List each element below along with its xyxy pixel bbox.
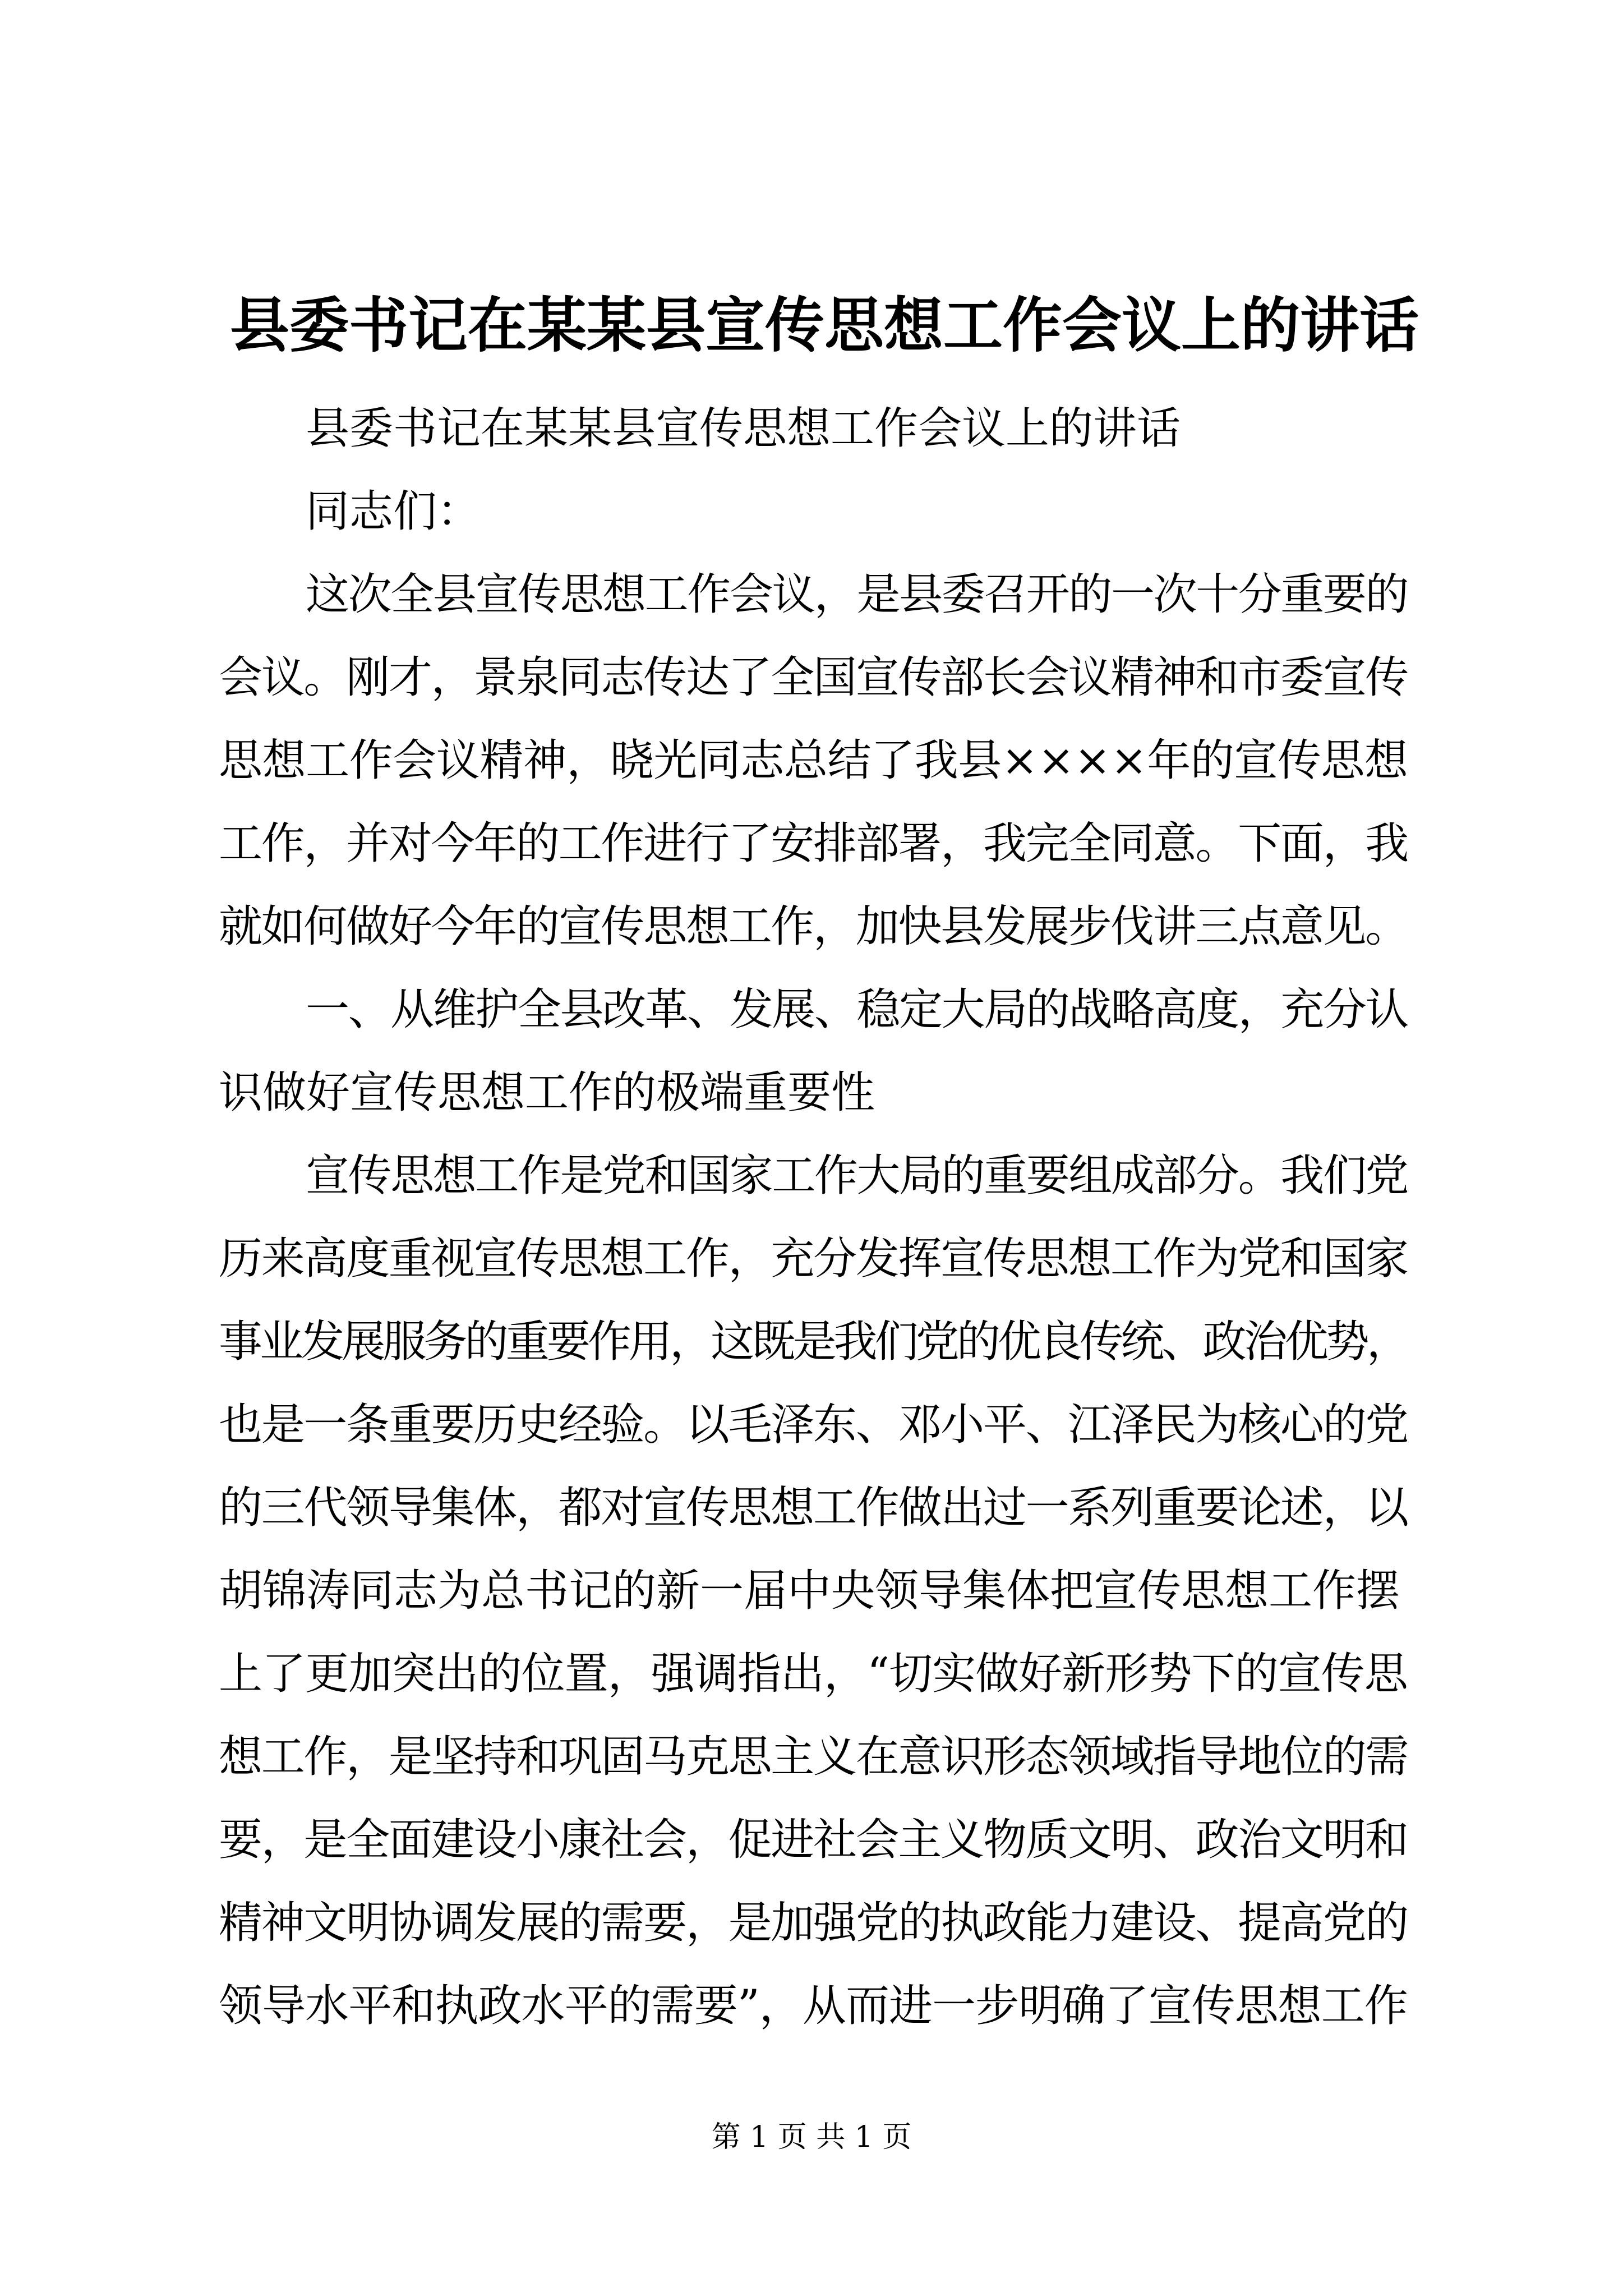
text-line: 工作，并对今年的工作进行了安排部署，我完全同意。下面，我 [219,818,1408,869]
text-line: 要，是全面建设小康社会，促进社会主义物质文明、政治文明和 [219,1815,1408,1865]
text-line: 领导水平和执政水平的需要”，从而进一步明确了宣传思想工作 [219,1981,1408,2031]
page-footer: 第 1 页 共 1 页 [711,2120,912,2154]
text-line: 也是一条重要历史经验。以毛泽东、邓小平、江泽民为核心的党 [219,1400,1408,1450]
text-line: 历来高度重视宣传思想工作，充分发挥宣传思想工作为党和国家 [219,1234,1408,1284]
document-title: 县委书记在某某县宣传思想工作会议上的讲话 [230,290,1419,360]
text-line: 胡锦涛同志为总书记的新一届中央领导集体把宣传思想工作摆 [219,1566,1400,1616]
text-line: 宣传思想工作是党和国家工作大局的重要组成部分。我们党 [306,1151,1408,1201]
text-line: 思想工作会议精神，晓光同志总结了我县××××年的宣传思想 [219,735,1408,786]
text-line: 会议。刚才，景泉同志传达了全国宣传部长会议精神和市委宣传 [219,652,1408,703]
text-line: 县委书记在某某县宣传思想工作会议上的讲话 [306,403,1181,454]
text-line: 的三代领导集体，都对宣传思想工作做出过一系列重要论述，以 [219,1483,1408,1533]
text-line: 同志们： [306,486,481,537]
text-line: 精神文明协调发展的需要，是加强党的执政能力建设、提高党的 [219,1898,1408,1948]
text-line: 一、从维护全县改革、发展、稳定大局的战略高度，充分认 [306,984,1408,1035]
text-line: 上了更加突出的位置，强调指出，“切实做好新形势下的宣传思 [219,1649,1408,1699]
text-line: 事业发展服务的重要作用，这既是我们党的优良传统、政治优势， [219,1317,1408,1367]
text-line: 这次全县宣传思想工作会议，是县委召开的一次十分重要的 [306,569,1408,620]
text-line: 想工作，是坚持和巩固马克思主义在意识形态领域指导地位的需 [219,1732,1408,1782]
document-body [219,387,1408,2047]
text-line: 识做好宣传思想工作的极端重要性 [219,1068,875,1118]
text-line: 就如何做好今年的宣传思想工作，加快县发展步伐讲三点意见。 [219,901,1408,952]
